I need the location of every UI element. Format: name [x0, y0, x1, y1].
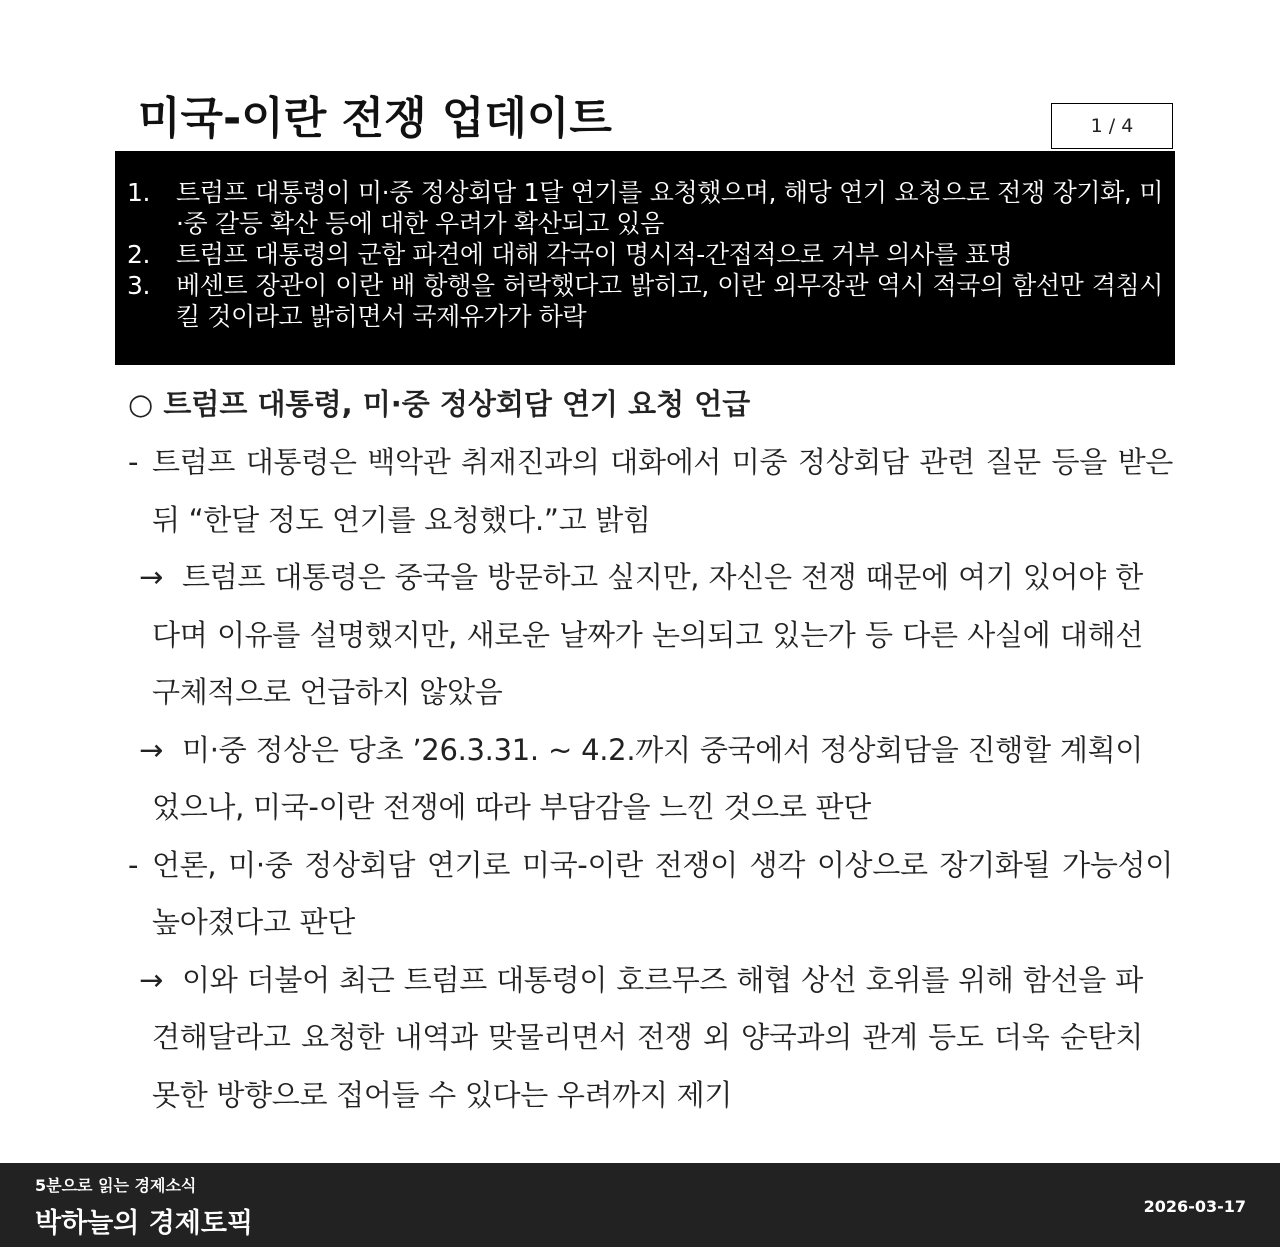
page-indicator [1051, 103, 1173, 149]
arrow-bullet: → [139, 962, 163, 997]
page-indicator-text: 1 / 4 [1090, 115, 1134, 137]
footer-title: 박하늘의 경제토픽 [35, 1208, 254, 1239]
summary-item [127, 270, 1163, 332]
summary-list [127, 177, 1163, 332]
paragraph-text: 언론, 미·중 정상회담 연기로 미국-이란 전쟁이 생각 이상으로 장기화될 가능성이 높아졌다고 판단 [152, 847, 1173, 939]
body-paragraph [128, 434, 1173, 549]
paragraph-text: 이와 더불어 최근 트럼프 대통령이 호르무즈 해협 상선 호위를 위해 함선을 파견해달라고 요청한 내역과 맞물리면서 전쟁 외 양국과의 관계 등도 더욱 순탄치 못한 방향으로 접어들 수 있다는 우려까지 제기 [152, 962, 1143, 1112]
article-body [128, 384, 1173, 1124]
paragraph-text: 트럼프 대통령은 백악관 취재진과의 대화에서 미중 정상회담 관련 질문 등을 받은 뒤 “한달 정도 연기를 요청했다.”고 밝힘 [152, 445, 1173, 537]
paragraph-text: 미·중 정상은 당초 ’26.3.31. ~ 4.2.까지 중국에서 정상회담을 진행할 계획이었으나, 미국-이란 전쟁에 따라 부담감을 느낀 것으로 판단 [152, 732, 1143, 824]
summary-item-text: 트럼프 대통령이 미·중 정상회담 1달 연기를 요청했으며, 해당 연기 요청으로 전쟁 장기화, 미·중 갈등 확산 등에 대한 우려가 확산되고 있음 [176, 178, 1163, 238]
summary-item-number: 3. [127, 271, 151, 300]
arrow-bullet: → [139, 732, 163, 767]
summary-item-text: 트럼프 대통령의 군함 파견에 대해 각국이 명시적-간접적으로 거부 의사를 표명 [176, 240, 1013, 269]
summary-item-number: 1. [127, 178, 151, 207]
page-title: 미국-이란 전쟁 업데이트 [138, 93, 612, 144]
footer-subtitle: 5분으로 읽는 경제소식 [35, 1176, 197, 1195]
dash-bullet: - [128, 847, 139, 882]
summary-box [115, 151, 1175, 365]
body-paragraph [128, 549, 1173, 722]
body-paragraph [128, 952, 1173, 1125]
summary-item-text: 베센트 장관이 이란 배 항행을 허락했다고 밝히고, 이란 외무장관 역시 적국의 함선만 격침시킬 것이라고 밝히면서 국제유가가 하락 [176, 271, 1163, 331]
section-heading: ○ 트럼프 대통령, 미·중 정상회담 연기 요청 언급 [128, 387, 751, 421]
footer-date: 2026-03-17 [1143, 1197, 1246, 1216]
summary-item-number: 2. [127, 240, 151, 269]
summary-item [127, 177, 1163, 239]
summary-item [127, 239, 1163, 270]
dash-bullet: - [128, 445, 139, 479]
footer-bar [0, 1163, 1280, 1247]
body-paragraph [128, 722, 1173, 837]
paragraph-text: 트럼프 대통령은 중국을 방문하고 싶지만, 자신은 전쟁 때문에 여기 있어야 한다며 이유를 설명했지만, 새로운 날짜가 논의되고 있는가 등 다른 사실에 대해선 구체적으로 언급하지 않았음 [152, 560, 1143, 709]
arrow-bullet: → [139, 560, 163, 594]
body-paragraph [128, 837, 1173, 952]
